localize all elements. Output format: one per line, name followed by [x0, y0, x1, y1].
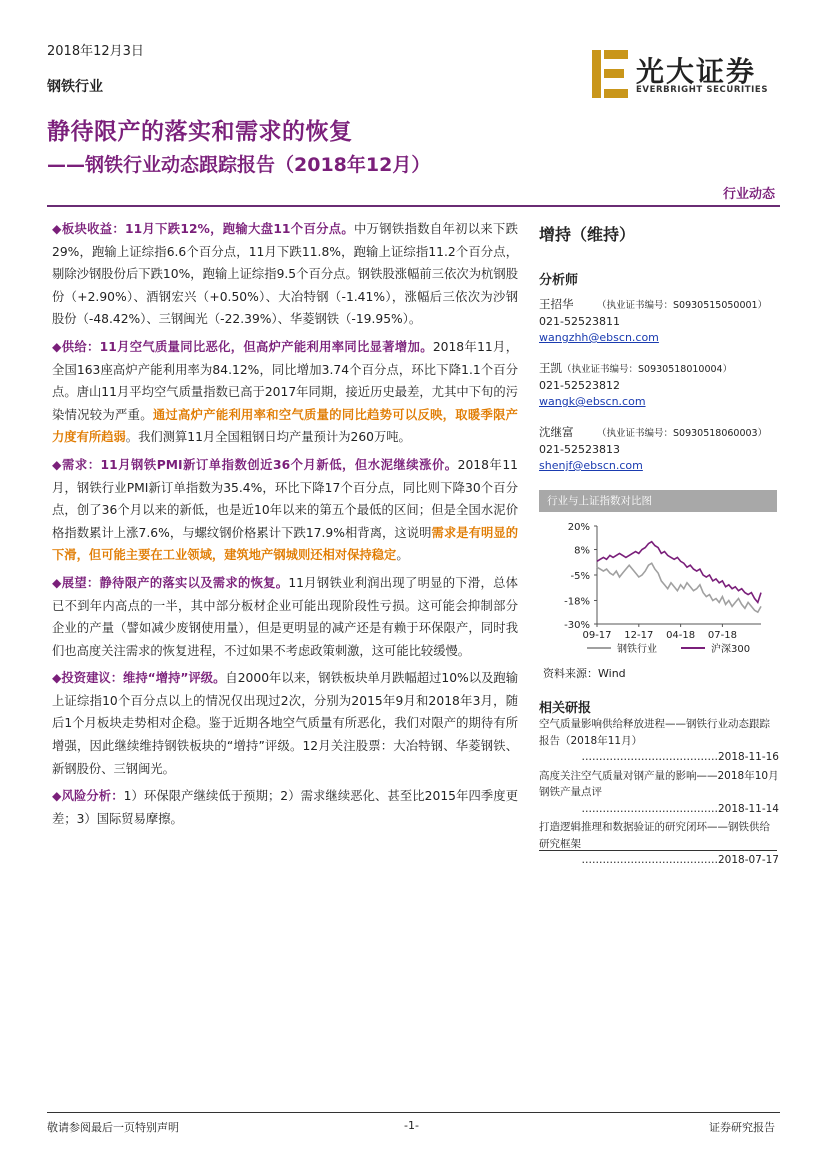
analyst-phone: 021-52523812	[539, 379, 620, 392]
analyst-card	[539, 296, 779, 346]
analyst-cert: （执业证书编号：S0930515050001）	[597, 300, 768, 311]
y-tick-label: -18%	[564, 596, 590, 608]
comparison-chart	[539, 490, 777, 666]
analyst-cert: （执业证书编号：S0930518010004）	[562, 364, 733, 375]
highlight-text: 需求是有明显的下滑，但可能主要在工业领域，建筑地产钢城则还相对保持稳定	[52, 525, 518, 563]
industry-label: 钢铁行业	[47, 79, 103, 95]
legend-label: 沪深300	[711, 644, 751, 655]
chart-svg	[539, 512, 777, 662]
rating: 增持（维持）	[539, 225, 636, 244]
series-line-hs300	[597, 542, 761, 603]
paragraph-recommendation	[52, 667, 518, 780]
report-subtitle: ——钢铁行业动态跟踪报告（2018年12月）	[47, 154, 431, 176]
y-tick-label: -5%	[570, 571, 590, 582]
paragraph-heading: 板块收益：11月下跌12%，跑输大盘11个百分点。	[61, 222, 355, 236]
paragraph-supply	[52, 336, 518, 449]
analyst-email-link[interactable]: shenjf@ebscn.com	[539, 459, 643, 472]
analyst-card	[539, 424, 779, 474]
paragraph-heading: 投资建议：维持“增持”评级。	[61, 671, 226, 686]
analyst-name: 沈继富	[539, 425, 574, 439]
y-tick-label: 20%	[567, 522, 590, 533]
bullet-diamond-icon: ◆	[52, 339, 62, 354]
related-date: …………………………………2018-07-17	[581, 854, 779, 866]
paragraph-body: 。	[396, 548, 409, 563]
logo-text-cn: 光大证券	[636, 55, 757, 88]
bullet-diamond-icon: ◆	[52, 575, 62, 590]
paragraph-heading: 展望：静待限产的落实以及需求的恢复。	[61, 575, 289, 590]
header-divider	[47, 205, 780, 207]
analyst-cert: （执业证书编号：S0930518060003）	[597, 428, 768, 439]
paragraph-body: 中万钢铁指数自年初以来下跌29%，跑输上证综指6.6个百分点，11月下跌11.8%，跑输上证综指11.2个百分点，剔除沙钢股份后下跌10%，跑输上证综指9.5个百分点。钢铁股涨幅前三依次为杭钢股份（+2.90%）、酒钢宏兴（+0.50%）、大冶特钢（-1.41%），涨幅后三依次为沙钢股份（-48.42%）、三钢闽光（-22.39%）、华菱钢铁（-19.95%）。	[52, 222, 518, 327]
related-reports	[539, 716, 779, 871]
analyst-name: 王招华	[539, 297, 574, 311]
analysts-heading: 分析师	[539, 273, 579, 288]
related-heading: 相关研报	[539, 701, 592, 716]
paragraph-body: 自2000年以来，钢铁板块单月跌幅超过10%以及跑输上证综指10个百分点以上的情况仅出现过2次，分别为2015年9月和2018年3月，随后1个月板块走势相对企稳。鉴于近期各地空气质量有所恶化，我们对限产的期待有所增强，因此继续维持钢铁板块的“增持”评级。12月关注股票：大冶特钢、华菱钢铁、新钢股份、三钢闽光。	[52, 671, 518, 776]
report-date: 2018年12月3日	[47, 44, 144, 59]
page-number: -1-	[404, 1119, 419, 1132]
analyst-email-link[interactable]: wangk@ebscn.com	[539, 395, 646, 408]
related-title-link[interactable]: 空气质量影响供给释放进程——钢铁行业动态跟踪报告（2018年11月）	[539, 718, 770, 747]
related-date: …………………………………2018-11-16	[581, 751, 779, 763]
x-tick-label: 04-18	[666, 630, 696, 641]
sidebar	[539, 222, 779, 488]
related-title-link[interactable]: 打造逻辑推理和数据验证的研究闭环——钢铁供给研究框架	[539, 821, 770, 850]
paragraph-body: 。我们测算11月全国粗钢日均产量预计为260万吨。	[125, 430, 411, 445]
logo-mark-icon	[590, 48, 634, 100]
footer-divider	[47, 1112, 780, 1113]
paragraph-body: 1）环保限产继续低于预期；2）需求继续恶化、甚至比2015年四季度更差；3）国际贸易摩擦。	[52, 789, 518, 826]
y-tick-label: 8%	[574, 545, 590, 557]
analyst-phone: 021-52523811	[539, 315, 620, 328]
report-title: 静待限产的落实和需求的恢复	[47, 119, 353, 145]
logo-text-en: EVERBRIGHT SECURITIES	[636, 85, 769, 95]
paragraph-risk	[52, 785, 518, 830]
analyst-card	[539, 360, 779, 410]
highlight-text: 通过高炉产能利用率和空气质量的同比趋势可以反映，取暖季限产力度有所趋弱	[52, 407, 518, 445]
analyst-email-link[interactable]: wangzhh@ebscn.com	[539, 331, 659, 344]
paragraph-heading: 需求：11月钢铁PMI新订单指数创近36个月新低，但水泥继续涨价。	[62, 457, 458, 472]
paragraph-body: 2018年11月，全国163座高炉产能利用率为84.12%，同比增加3.74个百分点，环比下降1.1个百分点。唐山11月平均空气质量指数已高于2017年同期，接近历史最差，尤其中下旬的污染情况较为严重。	[52, 339, 518, 422]
paragraph-body: 2018年11月，钢铁行业PMI新订单指数为35.4%，环比下降17个百分点，同比则下降30个百分点，创了36个月以来的新低，也是近10年以来的第五个最低的区间；但是全国水泥价格指数累计上涨7.6%，与螺纹钢价格累计下跌17.9%相背离，这说明	[52, 457, 518, 540]
x-tick-label: 12-17	[624, 630, 654, 641]
paragraph-outlook	[52, 572, 518, 662]
related-title-link[interactable]: 高度关注空气质量对钢产量的影响——2018年10月钢铁产量点评	[539, 769, 779, 798]
main-content	[52, 218, 518, 835]
paragraph-heading: 风险分析：	[61, 789, 124, 804]
chart-source: 资料来源：Wind	[543, 667, 626, 680]
chart-title: 行业与上证指数对比图	[539, 490, 777, 512]
bullet-diamond-icon: ◆	[52, 222, 62, 236]
analyst-name: 王凯	[539, 361, 562, 375]
report-type-label: 行业动态	[722, 187, 775, 202]
related-divider	[539, 850, 777, 851]
y-tick-label: -30%	[564, 620, 590, 631]
bullet-diamond-icon: ◆	[52, 457, 63, 472]
paragraph-returns	[52, 218, 518, 331]
paragraph-demand	[52, 454, 518, 567]
x-tick-label: 09-17	[582, 630, 612, 641]
x-tick-label: 07-18	[707, 630, 737, 641]
bullet-diamond-icon: ◆	[52, 789, 62, 804]
paragraph-heading: 供给：11月空气质量同比恶化，但高炉产能利用率同比显著增加。	[61, 339, 433, 354]
footer-disclaimer: 敬请参阅最后一页特别声明	[47, 1121, 179, 1134]
related-date: …………………………………2018-11-14	[581, 802, 779, 815]
analyst-phone: 021-52523813	[539, 443, 620, 456]
bullet-diamond-icon: ◆	[52, 671, 62, 686]
paragraph-body: 11月钢铁业利润出现了明显的下滑，总体已不到年内高点的一半，其中部分板材企业可能出现阶段性亏损。这可能会抑制部分企业的产量（譬如减少废钢使用量），但是更明显的减产还是有赖于环保限产，同时我们也高度关注需求的恢复进程，不过如果不考虑政策刺激，这可能比较缓慢。	[52, 575, 518, 658]
footer-report-type: 证券研究报告	[709, 1121, 775, 1134]
legend-label: 钢铁行业	[617, 644, 657, 655]
